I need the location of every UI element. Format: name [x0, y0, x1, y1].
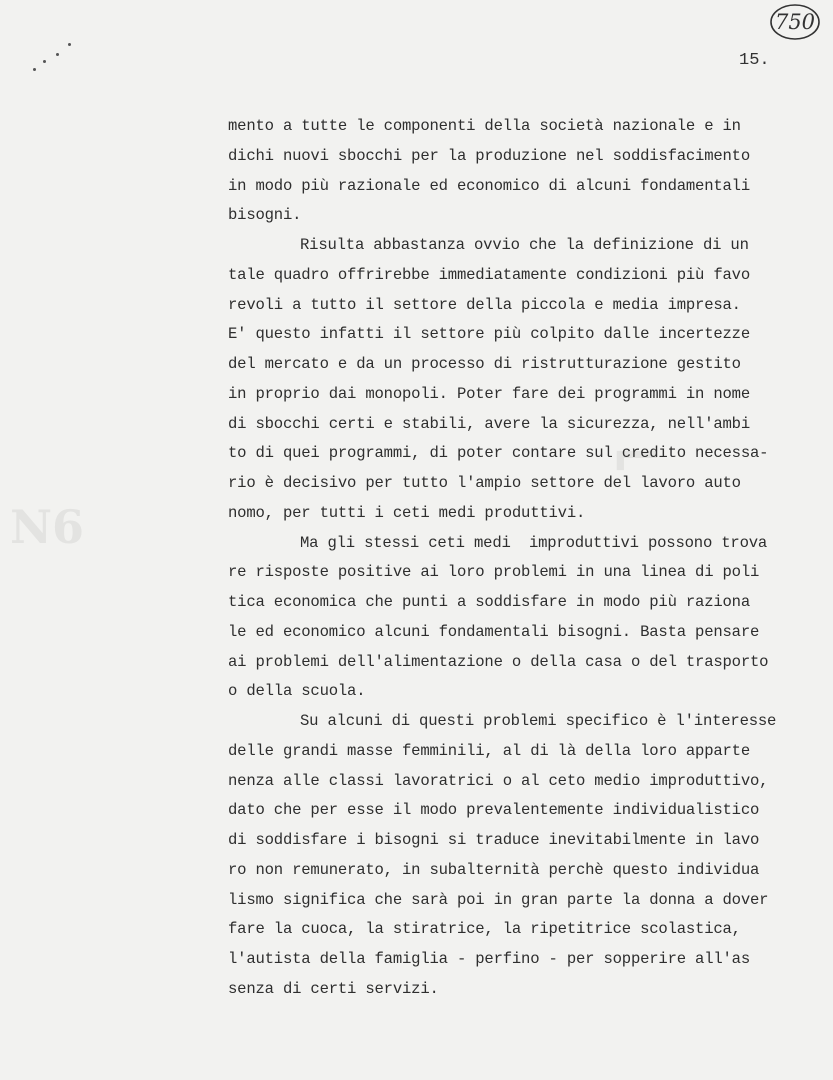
text-line: Ma gli stessi ceti medi improduttivi possono trova — [300, 533, 768, 552]
typewritten-text — [228, 112, 828, 1005]
page-number: 15. — [739, 51, 770, 70]
text-line: Su alcuni di questi problemi specifico è l'interesse — [300, 712, 777, 730]
text-line: o della scuola. — [228, 682, 366, 701]
text-line: le ed economico alcuni fondamentali bisogni. Basta pensare — [228, 622, 760, 641]
text-line: in modo più razionale ed economico di alcuni fondamentali — [228, 176, 750, 195]
text-line: re risposte positive ai loro problemi in una linea di poli — [228, 563, 760, 582]
text-line: revoli a tutto il settore della piccola e media impresa. — [228, 295, 741, 314]
text-line: di sbocchi certi e stabili, avere la sicurezza, nell'ambi — [228, 414, 750, 433]
bleed-through-mark: ⌐ — [610, 420, 664, 495]
bleed-through-mark: N6 — [10, 500, 85, 554]
text-line: Risulta abbastanza ovvio che la definizione di un — [300, 236, 749, 254]
text-line: lismo significa che sarà poi in gran parte la donna a dover — [228, 890, 769, 909]
text-line: nomo, per tutti i ceti medi produttivi. — [228, 503, 586, 522]
text-line: to di quei programmi, di poter contare sul credito necessa- — [228, 444, 769, 463]
text-line: fare la cuoca, la stiratrice, la ripetitrice scolastica, — [228, 920, 741, 939]
text-line: senza di certi servizi. — [228, 979, 439, 998]
text-line: l'autista della famiglia - perfino - per sopperire all'as — [228, 950, 750, 968]
text-line: ai problemi dell'alimentazione o della casa o del trasporto — [228, 652, 769, 671]
text-line: mento a tutte le componenti della società nazionale e in — [228, 117, 741, 135]
text-line: ro non remunerato, in subalternità perchè questo individua — [228, 860, 760, 879]
archive-number: 750 — [774, 10, 816, 34]
scan-specks — [30, 38, 80, 78]
text-line: dichi nuovi sbocchi per la produzione nel soddisfacimento — [228, 146, 750, 165]
archive-number-stamp — [769, 2, 821, 42]
text-line: bisogni. — [228, 206, 302, 225]
text-line: rio è decisivo per tutto l'ampio settore del lavoro auto — [228, 474, 741, 492]
text-line: nenza alle classi lavoratrici o al ceto medio improduttivo, — [228, 771, 769, 790]
text-line: dato che per esse il modo prevalentemente individualistico — [228, 801, 760, 820]
text-line: del mercato e da un processo di ristrutturazione gestito — [228, 355, 741, 373]
text-line: tica economica che punti a soddisfare in modo più raziona — [228, 593, 750, 611]
text-line: delle grandi masse femminili, al di là della loro apparte — [228, 741, 750, 760]
text-line: in proprio dai monopoli. Poter fare dei programmi in nome — [228, 384, 750, 403]
stamp-circle-icon — [769, 2, 821, 42]
text-line: tale quadro offrirebbe immediatamente condizioni più favo — [228, 265, 750, 284]
text-line: di soddisfare i bisogni si traduce inevitabilmente in lavo — [228, 831, 760, 849]
text-line: E' questo infatti il settore più colpito dalle incertezze — [228, 325, 750, 344]
